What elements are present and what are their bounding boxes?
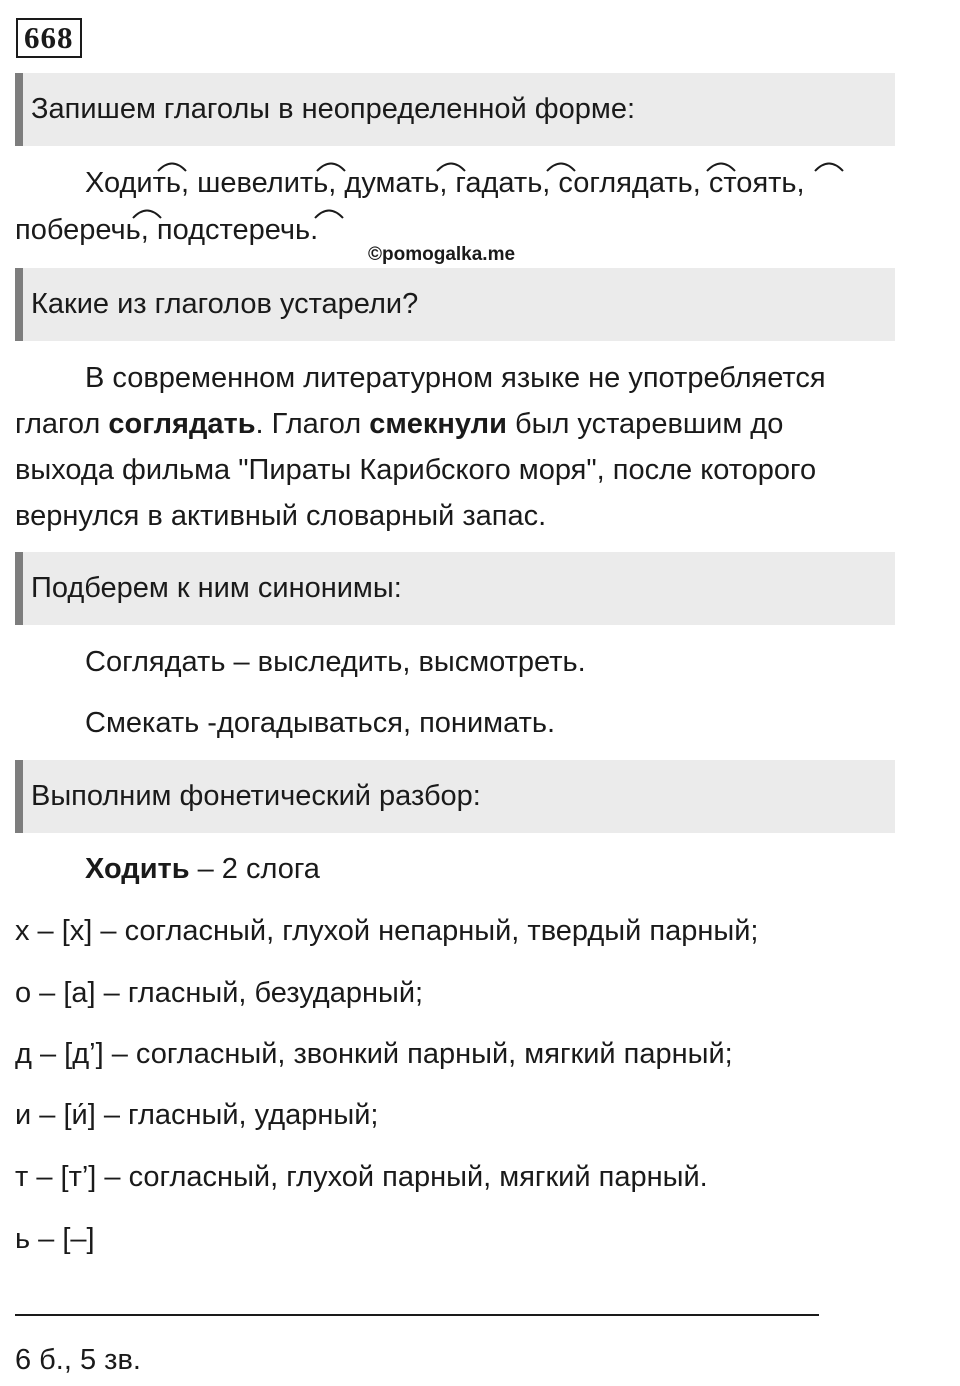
task-number: 668 [16, 18, 82, 58]
phonetic-row: и – [и́] – гласный, ударный; [15, 1099, 379, 1131]
phonetic-row: т – [т’] – согласный, глухой парный, мягкий парный. [15, 1161, 708, 1193]
watermark: ©pomogalka.me [368, 244, 516, 265]
summary: 6 б., 5 зв. [15, 1344, 141, 1376]
answer-line-3: выхода фильма "Пираты Карибского моря", после которого [15, 454, 817, 486]
suffix-arc-icon [316, 158, 346, 172]
answer-text: был устаревшим до [506, 408, 784, 440]
verbs-line-1: Ходить, шевелить, думать, гадать, соглядать, стоять, [85, 167, 805, 199]
answer-text: . Глагол [255, 408, 370, 440]
suffix-arc-icon [314, 205, 344, 219]
divider [15, 1314, 819, 1316]
question-bar-4: Выполним фонетический разбор: [15, 760, 895, 833]
question-bar-3: Подберем к ним синонимы: [15, 552, 895, 625]
word-bold: Ходить [85, 853, 190, 885]
word-heading [85, 846, 320, 892]
suffix-arc-icon [436, 158, 466, 172]
phonetic-row: ь – [–] [15, 1223, 95, 1255]
synonym-line-1: Соглядать – выследить, высмотреть. [85, 646, 586, 678]
answer-bold-word: соглядать [108, 408, 256, 440]
syllable-count: – 2 слога [189, 853, 320, 885]
answer-line-1: В современном литературном языке не употребляется [85, 362, 826, 394]
answer-text: глагол [15, 408, 109, 440]
phonetic-row: о – [а] – гласный, безударный; [15, 977, 424, 1009]
suffix-arc-icon [157, 158, 187, 172]
answer-line-2 [15, 401, 783, 447]
suffix-arc-icon [546, 158, 576, 172]
question-bar-1: Запишем глаголы в неопределенной форме: [15, 73, 895, 146]
phonetic-row: х – [х] – согласный, глухой непарный, твердый парный; [15, 915, 759, 947]
suffix-arc-icon [132, 205, 162, 219]
answer-line-4: вернулся в активный словарный запас. [15, 500, 547, 532]
verbs-line-2: поберечь, подстеречь. [15, 214, 319, 246]
suffix-arc-icon [706, 158, 736, 172]
phonetic-row: д – [д’] – согласный, звонкий парный, мягкий парный; [15, 1038, 733, 1070]
suffix-arc-icon [814, 158, 844, 172]
synonym-line-2: Смекать -догадываться, понимать. [85, 707, 556, 739]
answer-bold-word: смекнули [369, 408, 507, 440]
question-bar-2: Какие из глаголов устарели? [15, 268, 895, 341]
